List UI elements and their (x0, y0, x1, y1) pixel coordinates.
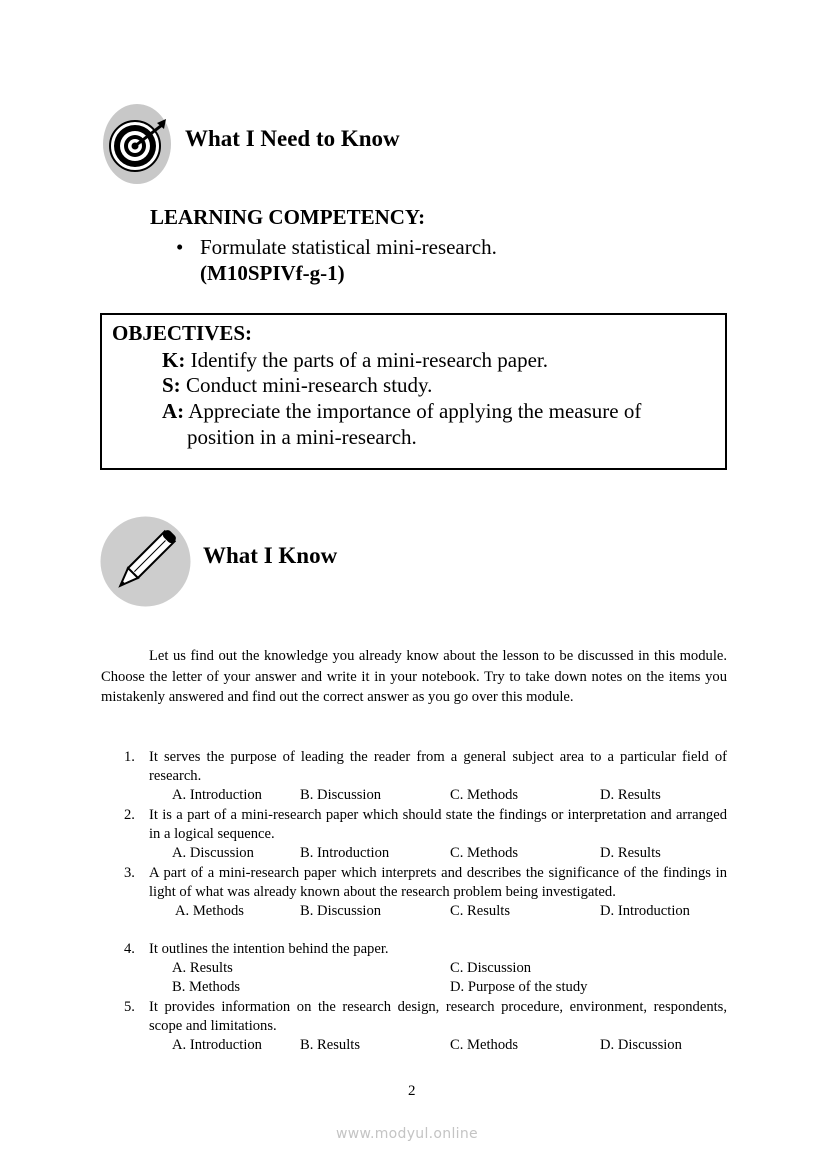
question-text: It serves the purpose of leading the reader from a general subject area to a particular field of research. (149, 749, 727, 785)
watermark: www.modyul.online (336, 1126, 478, 1142)
option: A. Methods (175, 903, 244, 920)
intro-paragraph: Let us find out the knowledge you already know about the lesson to be discussed in this module. Choose the letter of your answer and write it in your notebook. Try to take down notes on the items you mistakenly answered and find out the correct answer as you go over this module. (101, 648, 727, 705)
objective-a-continued: position in a mini-research. (187, 425, 417, 449)
option: B. Introduction (300, 845, 390, 862)
question-number: 4. (124, 941, 135, 957)
objective-key: A: (162, 399, 185, 423)
option: B. Discussion (300, 903, 382, 920)
objective-s (162, 373, 432, 398)
option: C. Methods (450, 787, 519, 804)
question-number: 1. (124, 749, 135, 765)
question-2 (124, 806, 727, 864)
option: A. Discussion (172, 845, 254, 862)
question-number: 3. (124, 865, 135, 881)
bullet-icon: • (176, 235, 184, 259)
option: D. Discussion (600, 1037, 682, 1054)
objective-key: S: (162, 373, 181, 397)
option: B. Methods (172, 979, 241, 996)
objective-text: Appreciate the importance of applying the measure of (188, 399, 642, 423)
objective-text: Identify the parts of a mini-research paper. (190, 348, 549, 372)
objective-a (162, 399, 641, 424)
section-title-what-i-know: What I Know (203, 543, 338, 568)
question-text: It provides information on the research design, research procedure, environment, respondents, scope and limitations. (149, 999, 727, 1035)
option: C. Methods (450, 1037, 519, 1054)
option: A. Introduction (172, 787, 262, 804)
section-title-what-i-need-to-know: What I Need to Know (185, 126, 400, 151)
competency-code: (M10SPIVf-g-1) (200, 261, 345, 285)
pencil-icon (100, 516, 191, 607)
question-text: A part of a mini-research paper which interprets and describes the significance of the findings in light of what was already known about the research problem being investigated. (149, 865, 727, 901)
question-3 (124, 864, 727, 922)
objective-k (162, 348, 548, 373)
question-number: 5. (124, 999, 135, 1015)
question-text: It is a part of a mini-research paper which should state the findings or interpretation and arranged in a logical sequence. (149, 807, 727, 843)
objective-key: K: (162, 348, 186, 372)
objectives-heading: OBJECTIVES: (112, 321, 253, 345)
competency-heading: LEARNING COMPETENCY: (150, 205, 426, 229)
option: C. Methods (450, 845, 519, 862)
option: A. Results (172, 960, 233, 977)
question-4 (124, 940, 727, 998)
question-number: 2. (124, 807, 135, 823)
objective-text: Conduct mini-research study. (185, 373, 433, 397)
option: A. Introduction (172, 1037, 262, 1054)
option: D. Introduction (600, 903, 690, 920)
question-text: It outlines the intention behind the paper. (149, 941, 389, 957)
option: C. Results (450, 903, 511, 920)
option: D. Results (600, 787, 661, 804)
option: D. Purpose of the study (450, 979, 588, 996)
question-5 (124, 998, 727, 1056)
option: D. Results (600, 845, 661, 862)
target-icon (102, 103, 172, 185)
option: B. Discussion (300, 787, 382, 804)
option: B. Results (300, 1037, 361, 1054)
competency-item: Formulate statistical mini-research. (200, 235, 497, 259)
question-1 (124, 748, 727, 806)
option: C. Discussion (450, 960, 532, 977)
page-number: 2 (408, 1083, 416, 1099)
